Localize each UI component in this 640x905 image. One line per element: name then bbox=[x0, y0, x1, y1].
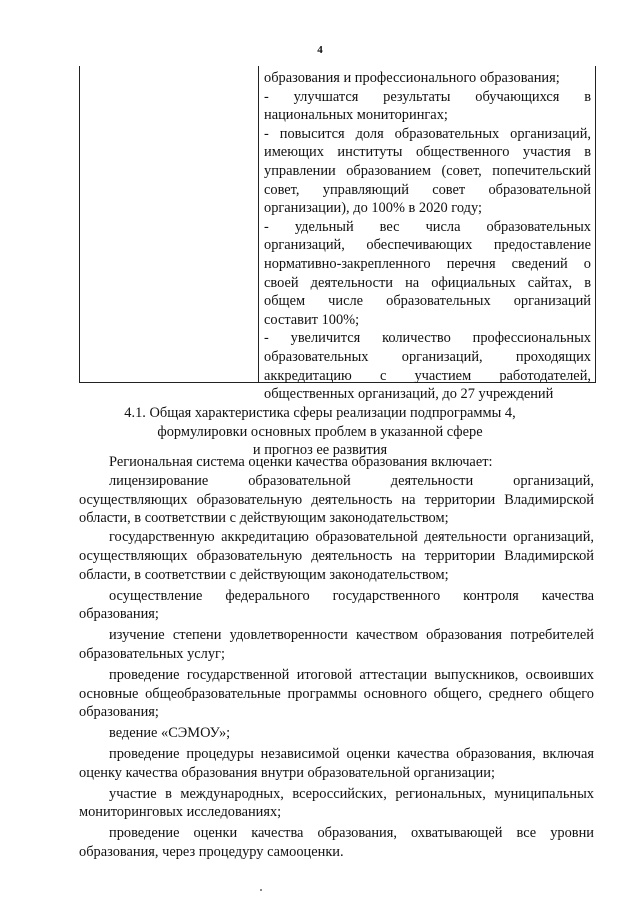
paragraph-line: проведение оценки качества образования, охватывающей все уровни bbox=[109, 825, 594, 842]
paragraph-line: осуществляющих образовательную деятельность на территории Владимирской bbox=[79, 491, 594, 508]
paragraph-line: мониторинговых исследованиях; bbox=[79, 804, 282, 821]
table-line: - повысится доля образовательных организаций, bbox=[264, 125, 591, 142]
paragraph-line: проведение процедуры независимой оценки качества образования, включая bbox=[109, 745, 594, 762]
paragraph-line: образования; bbox=[79, 606, 159, 623]
table-line: своей деятельности на официальных сайтах, в bbox=[264, 274, 591, 291]
paragraph-line: осуществление федерального государственного контроля качества bbox=[109, 587, 594, 604]
table-line: национальных мониторингах; bbox=[264, 107, 448, 124]
scan-speck bbox=[260, 889, 262, 891]
table-line: нормативно-закрепленного перечня сведений о bbox=[264, 255, 591, 272]
table-line: имеющих институты общественного участия в bbox=[264, 144, 591, 161]
table-line: составит 100%; bbox=[264, 311, 360, 328]
paragraph-line: оценку качества образования внутри образовательной организации; bbox=[79, 764, 495, 781]
table-line: аккредитацию с участием работодателей, bbox=[264, 367, 591, 384]
paragraph-line: области, в соответствии с действующим законодательством; bbox=[79, 510, 449, 527]
table-line: общем числе образовательных организаций bbox=[264, 293, 591, 310]
paragraph-line: осуществляющих образовательную деятельность на территории Владимирской bbox=[79, 547, 594, 564]
table-line: организации), до 100% в 2020 году; bbox=[264, 200, 482, 217]
table-left-cell bbox=[80, 66, 259, 382]
table-line: общественных организаций, до 27 учреждений bbox=[264, 386, 554, 403]
table-right-cell bbox=[264, 69, 591, 404]
paragraph-line: Региональная система оценки качества образования включает: bbox=[109, 454, 493, 470]
heading-line: формулировки основных проблем в указанной сфере bbox=[157, 423, 483, 440]
table-line: управлении образованием (совет, попечительский bbox=[264, 162, 591, 179]
paragraph-line: основные общеобразовательные программы основного общего, среднего общего bbox=[79, 685, 594, 702]
paragraph-line: государственную аккредитацию образовательной деятельности организаций, bbox=[109, 529, 594, 546]
paragraph-line: участие в международных, всероссийских, региональных, муниципальных bbox=[109, 785, 594, 802]
paragraph-line: проведение государственной итоговой аттестации выпускников, освоивших bbox=[109, 666, 594, 683]
table-line: образования и профессионального образования; bbox=[264, 70, 560, 86]
table-line: образовательных организаций, проходящих bbox=[264, 348, 591, 365]
paragraph-line: изучение степени удовлетворенности качеством образования потребителей bbox=[109, 627, 594, 644]
table-line: - увеличится количество профессиональных bbox=[264, 330, 591, 347]
section-body bbox=[79, 453, 594, 862]
paragraph-line: образовательных услуг; bbox=[79, 645, 225, 662]
section-heading bbox=[0, 404, 640, 460]
table-line: организаций, обеспечивающих предоставление bbox=[264, 237, 591, 254]
table-line: совет, управляющий совет образовательной bbox=[264, 181, 591, 198]
paragraph-line: ведение «СЭМОУ»; bbox=[109, 725, 231, 742]
page-number: 4 bbox=[317, 44, 323, 56]
table bbox=[79, 66, 596, 403]
paragraph-line: образования; bbox=[79, 704, 159, 721]
paragraph-line: области, в соответствии с действующим законодательством; bbox=[79, 566, 449, 583]
table-line: - улучшатся результаты обучающихся в bbox=[264, 88, 591, 105]
heading-line: 4.1. Общая характеристика сферы реализации подпрограммы 4, bbox=[124, 405, 516, 421]
table-line: - удельный вес числа образовательных bbox=[264, 218, 591, 235]
paragraph-line: лицензирование образовательной деятельности организаций, bbox=[109, 472, 594, 489]
heading-line: и прогноз ее развития bbox=[252, 442, 388, 458]
paragraph-line: образования, через процедуру самооценки. bbox=[79, 843, 344, 860]
